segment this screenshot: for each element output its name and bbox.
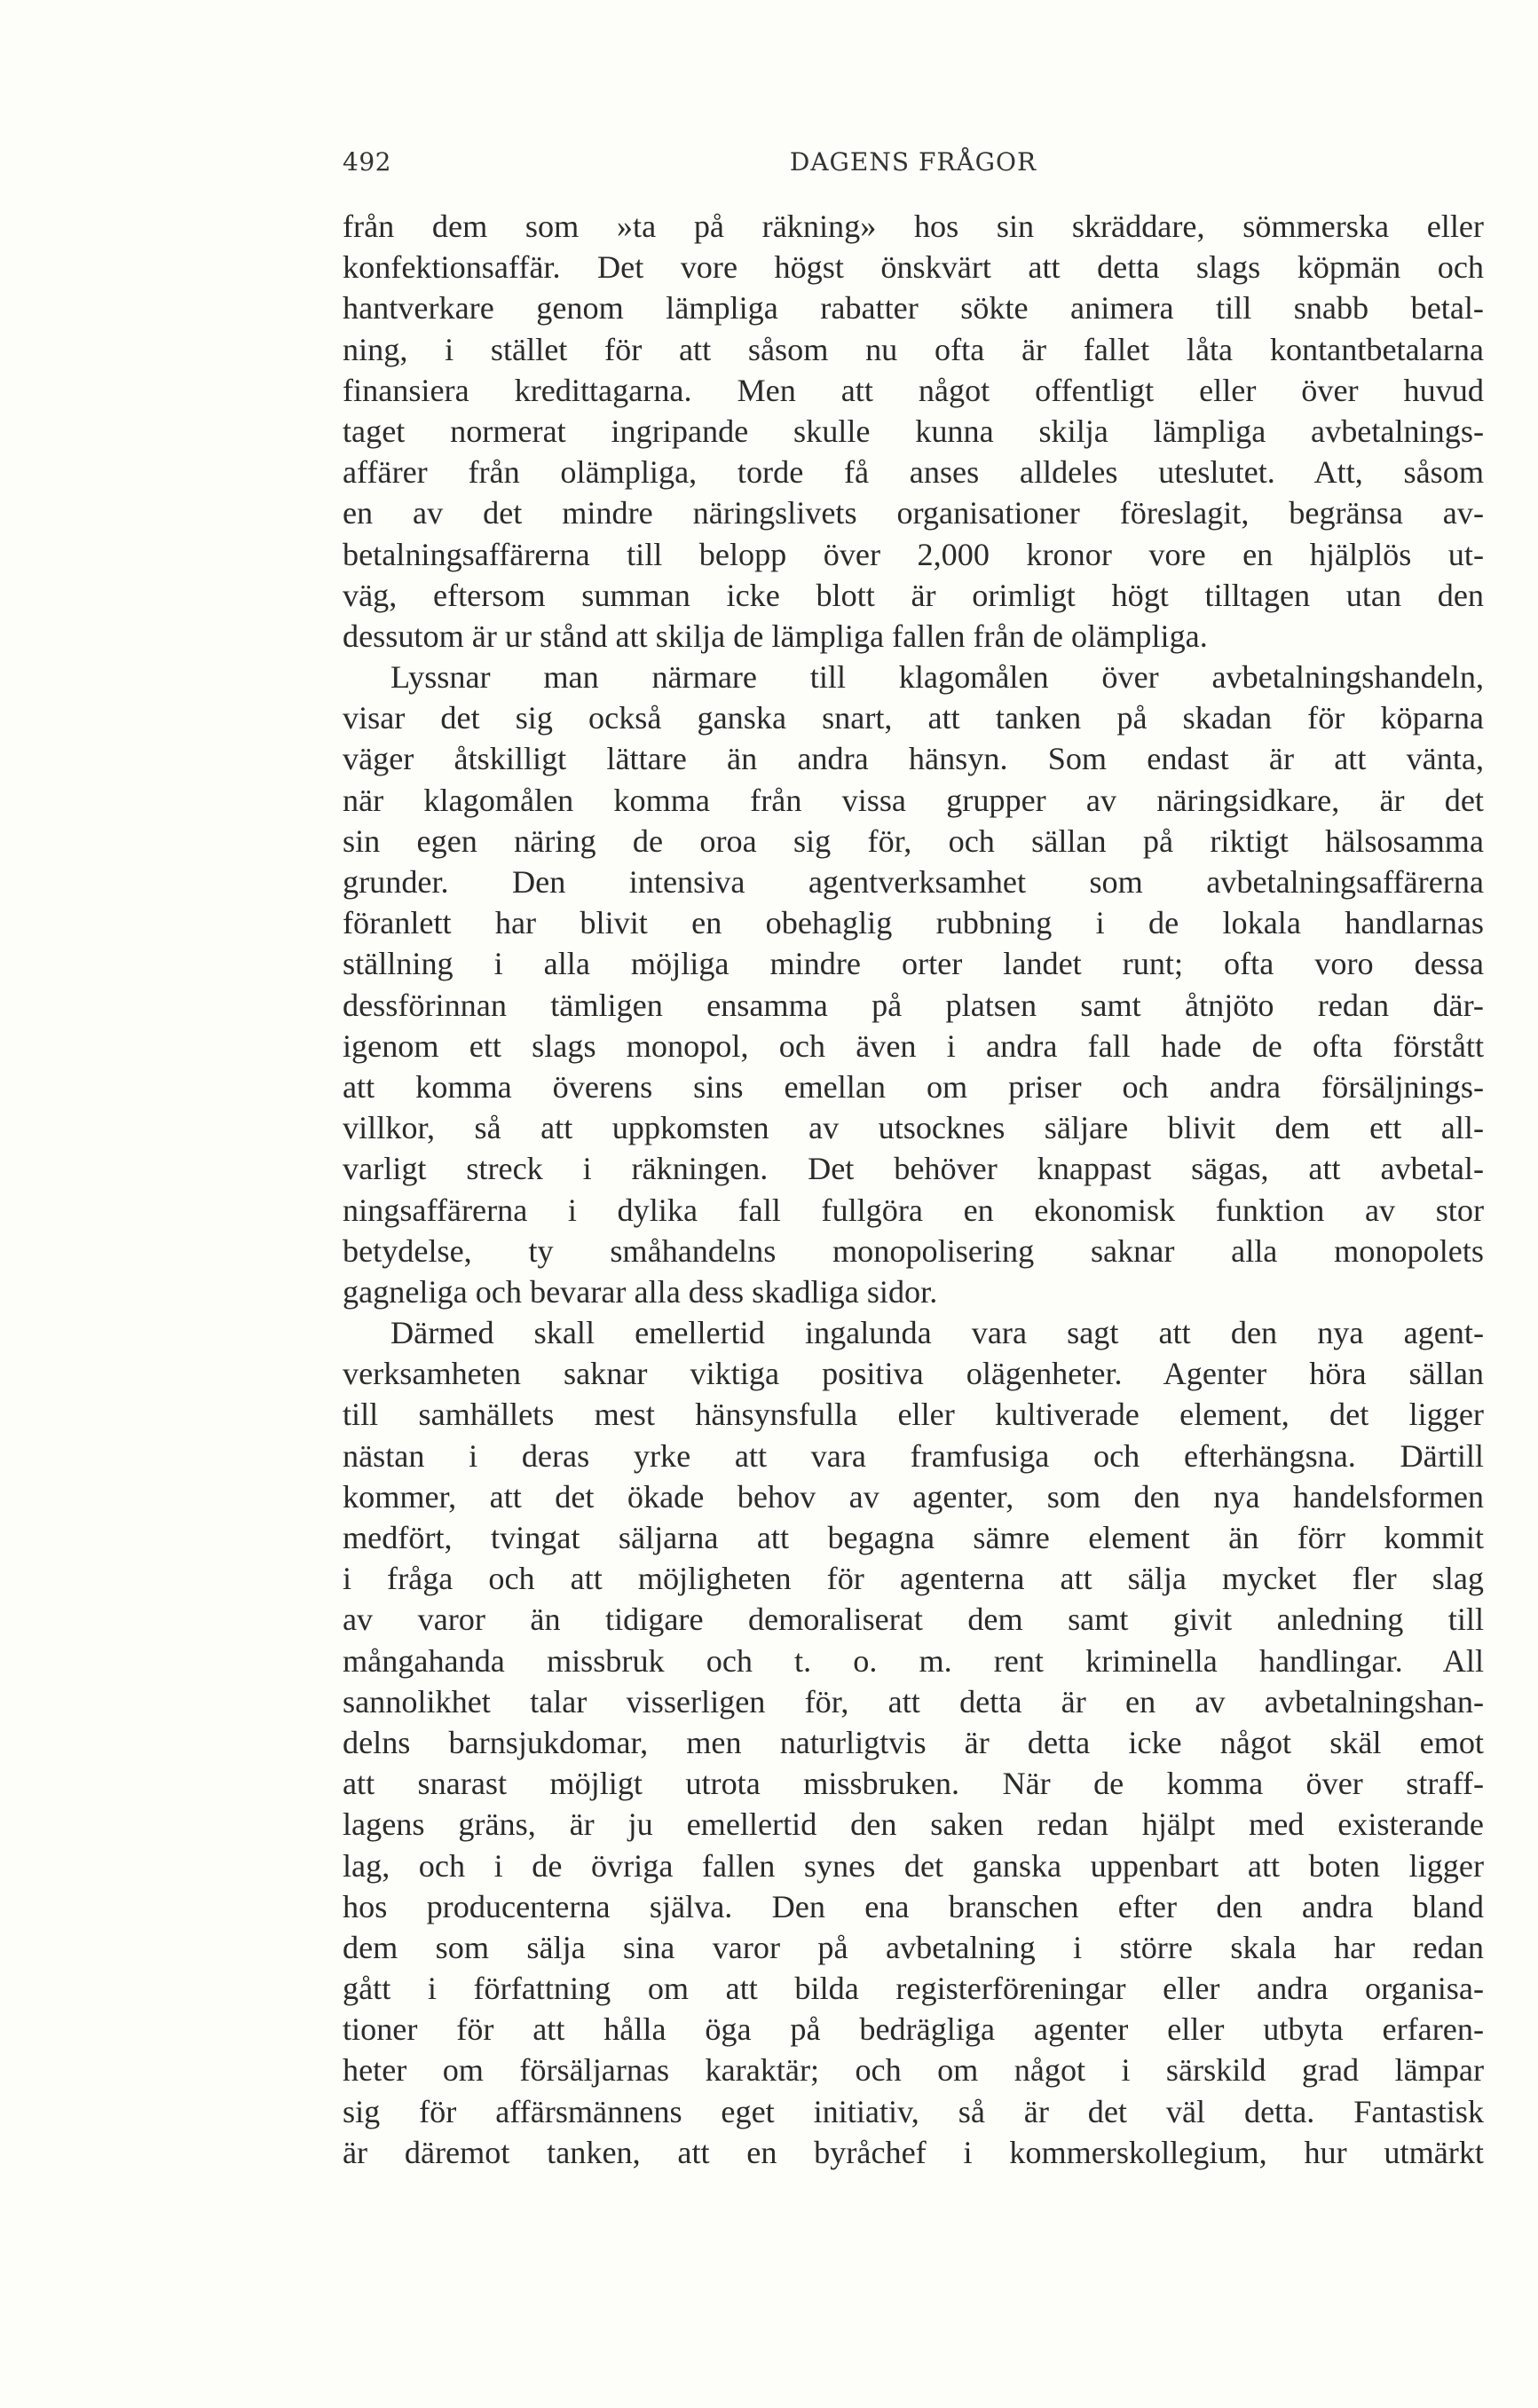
page-number: 492 — [343, 147, 391, 177]
text-line: i fråga och att möjligheten för agenterna att sälja mycket fler slag — [343, 1561, 1484, 1597]
text-line: lag, och i de övriga fallen synes det ganska uppenbart att boten ligger — [343, 1847, 1484, 1884]
text-line: från dem som »ta på räkning» hos sin skräddare, sömmerska eller — [343, 209, 1484, 244]
text-line: betydelse, ty småhandelns monopolisering saknar alla monopolets — [343, 1232, 1484, 1269]
text-line: igenom ett slags monopol, och även i andra fall hade de ofta förstått — [343, 1027, 1484, 1064]
text-line: dessutom är ur stånd att skilja de lämpliga fallen från de olämpliga. — [343, 618, 1208, 654]
text-line: affärer från olämpliga, torde få anses alldeles uteslutet. Att, såsom — [343, 454, 1484, 491]
text-line: lagens gräns, är ju emellertid den saken redan hjälpt med existerande — [343, 1806, 1484, 1843]
text-line: verksamheten saknar viktiga positiva olägenheter. Agenter höra sällan — [343, 1356, 1484, 1392]
text-line: heter om försäljarnas karaktär; och om något i särskild grad lämpar — [343, 2052, 1484, 2089]
text-line: grunder. Den intensiva agentverksamhet som avbetalningsaffärerna — [343, 864, 1484, 900]
text-line: väg, eftersom summan icke blott är orimligt högt tilltagen utan den — [343, 577, 1484, 613]
text-line: medfört, tvingat säljarna att begagna sämre element än förr kommit — [343, 1520, 1484, 1555]
text-line: gått i författning om att bilda registerföreningar eller andra organisa- — [343, 1971, 1484, 2007]
text-line: gagneliga och bevarar alla dess skadliga sidor. — [343, 1273, 938, 1310]
text-line: en av det mindre näringslivets organisationer föreslagit, begränsa av- — [343, 495, 1484, 531]
text-line: ställning i alla möjliga mindre orter landet runt; ofta voro dessa — [343, 946, 1484, 982]
text-line: hantverkare genom lämpliga rabatter sökte animera till snabb betal- — [343, 290, 1484, 327]
text-line: nästan i deras yrke att vara framfusiga och efterhängsna. Därtill — [343, 1437, 1484, 1474]
text-line: kommer, att det ökade behov av agenter, som den nya handelsformen — [343, 1478, 1484, 1515]
text-line: delns barnsjukdomar, men naturligtvis är detta icke något skäl emot — [343, 1724, 1484, 1760]
text-line: ning, i stället för att såsom nu ofta är fallet låta kontantbetalarna — [343, 331, 1484, 367]
text-line: taget normerat ingripande skulle kunna skilja lämpliga avbetalnings- — [343, 413, 1484, 449]
body-text — [343, 206, 1484, 2173]
text-line: visar det sig också ganska snart, att tanken på skadan för köparna — [343, 700, 1484, 736]
text-line: till samhällets mest hänsynsfulla eller kultiverade element, det ligger — [343, 1397, 1484, 1433]
text-line: Lyssnar man närmare till klagomålen över avbetalningshandeln, — [390, 659, 1484, 696]
text-line: ningsaffärerna i dylika fall fullgöra en ekonomisk funktion av stor — [343, 1192, 1484, 1228]
text-line: att snarast möjligt utrota missbruken. När de komma över straff- — [343, 1766, 1484, 1802]
text-line: dem som sälja sina varor på avbetalning i större skala har redan — [343, 1929, 1484, 1965]
text-line: tioner för att hålla öga på bedrägliga agenter eller utbyta erfaren- — [343, 2011, 1484, 2048]
text-line: när klagomålen komma från vissa grupper av näringsidkare, är det — [343, 782, 1484, 818]
text-line: Därmed skall emellertid ingalunda vara sagt att den nya agent- — [390, 1315, 1484, 1351]
text-line: väger åtskilligt lättare än andra hänsyn. Som endast är att vänta, — [343, 741, 1484, 777]
text-line: av varor än tidigare demoraliserat dem samt givit anledning till — [343, 1601, 1484, 1638]
text-line: sig för affärsmännens eget initiativ, så är det väl detta. Fantastisk — [343, 2093, 1484, 2129]
text-line: mångahanda missbruk och t. o. m. rent kriminella handlingar. All — [343, 1642, 1484, 1679]
text-line: att komma överens sins emellan om priser och andra försäljnings- — [343, 1068, 1484, 1105]
text-line: konfektionsaffär. Det vore högst önskvärt att detta slags köpmän och — [343, 249, 1484, 286]
text-line: sin egen näring de oroa sig för, och sällan på riktigt hälsosamma — [343, 822, 1484, 859]
text-line: villkor, så att uppkomsten av utsocknes säljare blivit dem ett all- — [343, 1110, 1484, 1146]
page-header — [343, 140, 1484, 183]
text-line: dessförinnan tämligen ensamma på platsen samt åtnjöto redan där- — [343, 987, 1484, 1023]
text-line: hos producenterna själva. Den ena branschen efter den andra bland — [343, 1888, 1484, 1924]
text-line: föranlett har blivit en obehaglig rubbning i de lokala handlarnas — [343, 905, 1484, 941]
text-line: är däremot tanken, att en byråchef i kommerskollegium, hur utmärkt — [343, 2134, 1484, 2170]
running-title: DAGENS FRÅGOR — [789, 147, 1037, 177]
text-line: betalningsaffärerna till belopp över 2,000 kronor vore en hjälplös ut- — [343, 536, 1484, 572]
text-line: sannolikhet talar visserligen för, att detta är en av avbetalningshan- — [343, 1683, 1484, 1719]
text-line: varligt streck i räkningen. Det behöver knappast sägas, att avbetal- — [343, 1151, 1484, 1187]
text-line: finansiera kredittagarna. Men att något offentligt eller över huvud — [343, 372, 1484, 408]
